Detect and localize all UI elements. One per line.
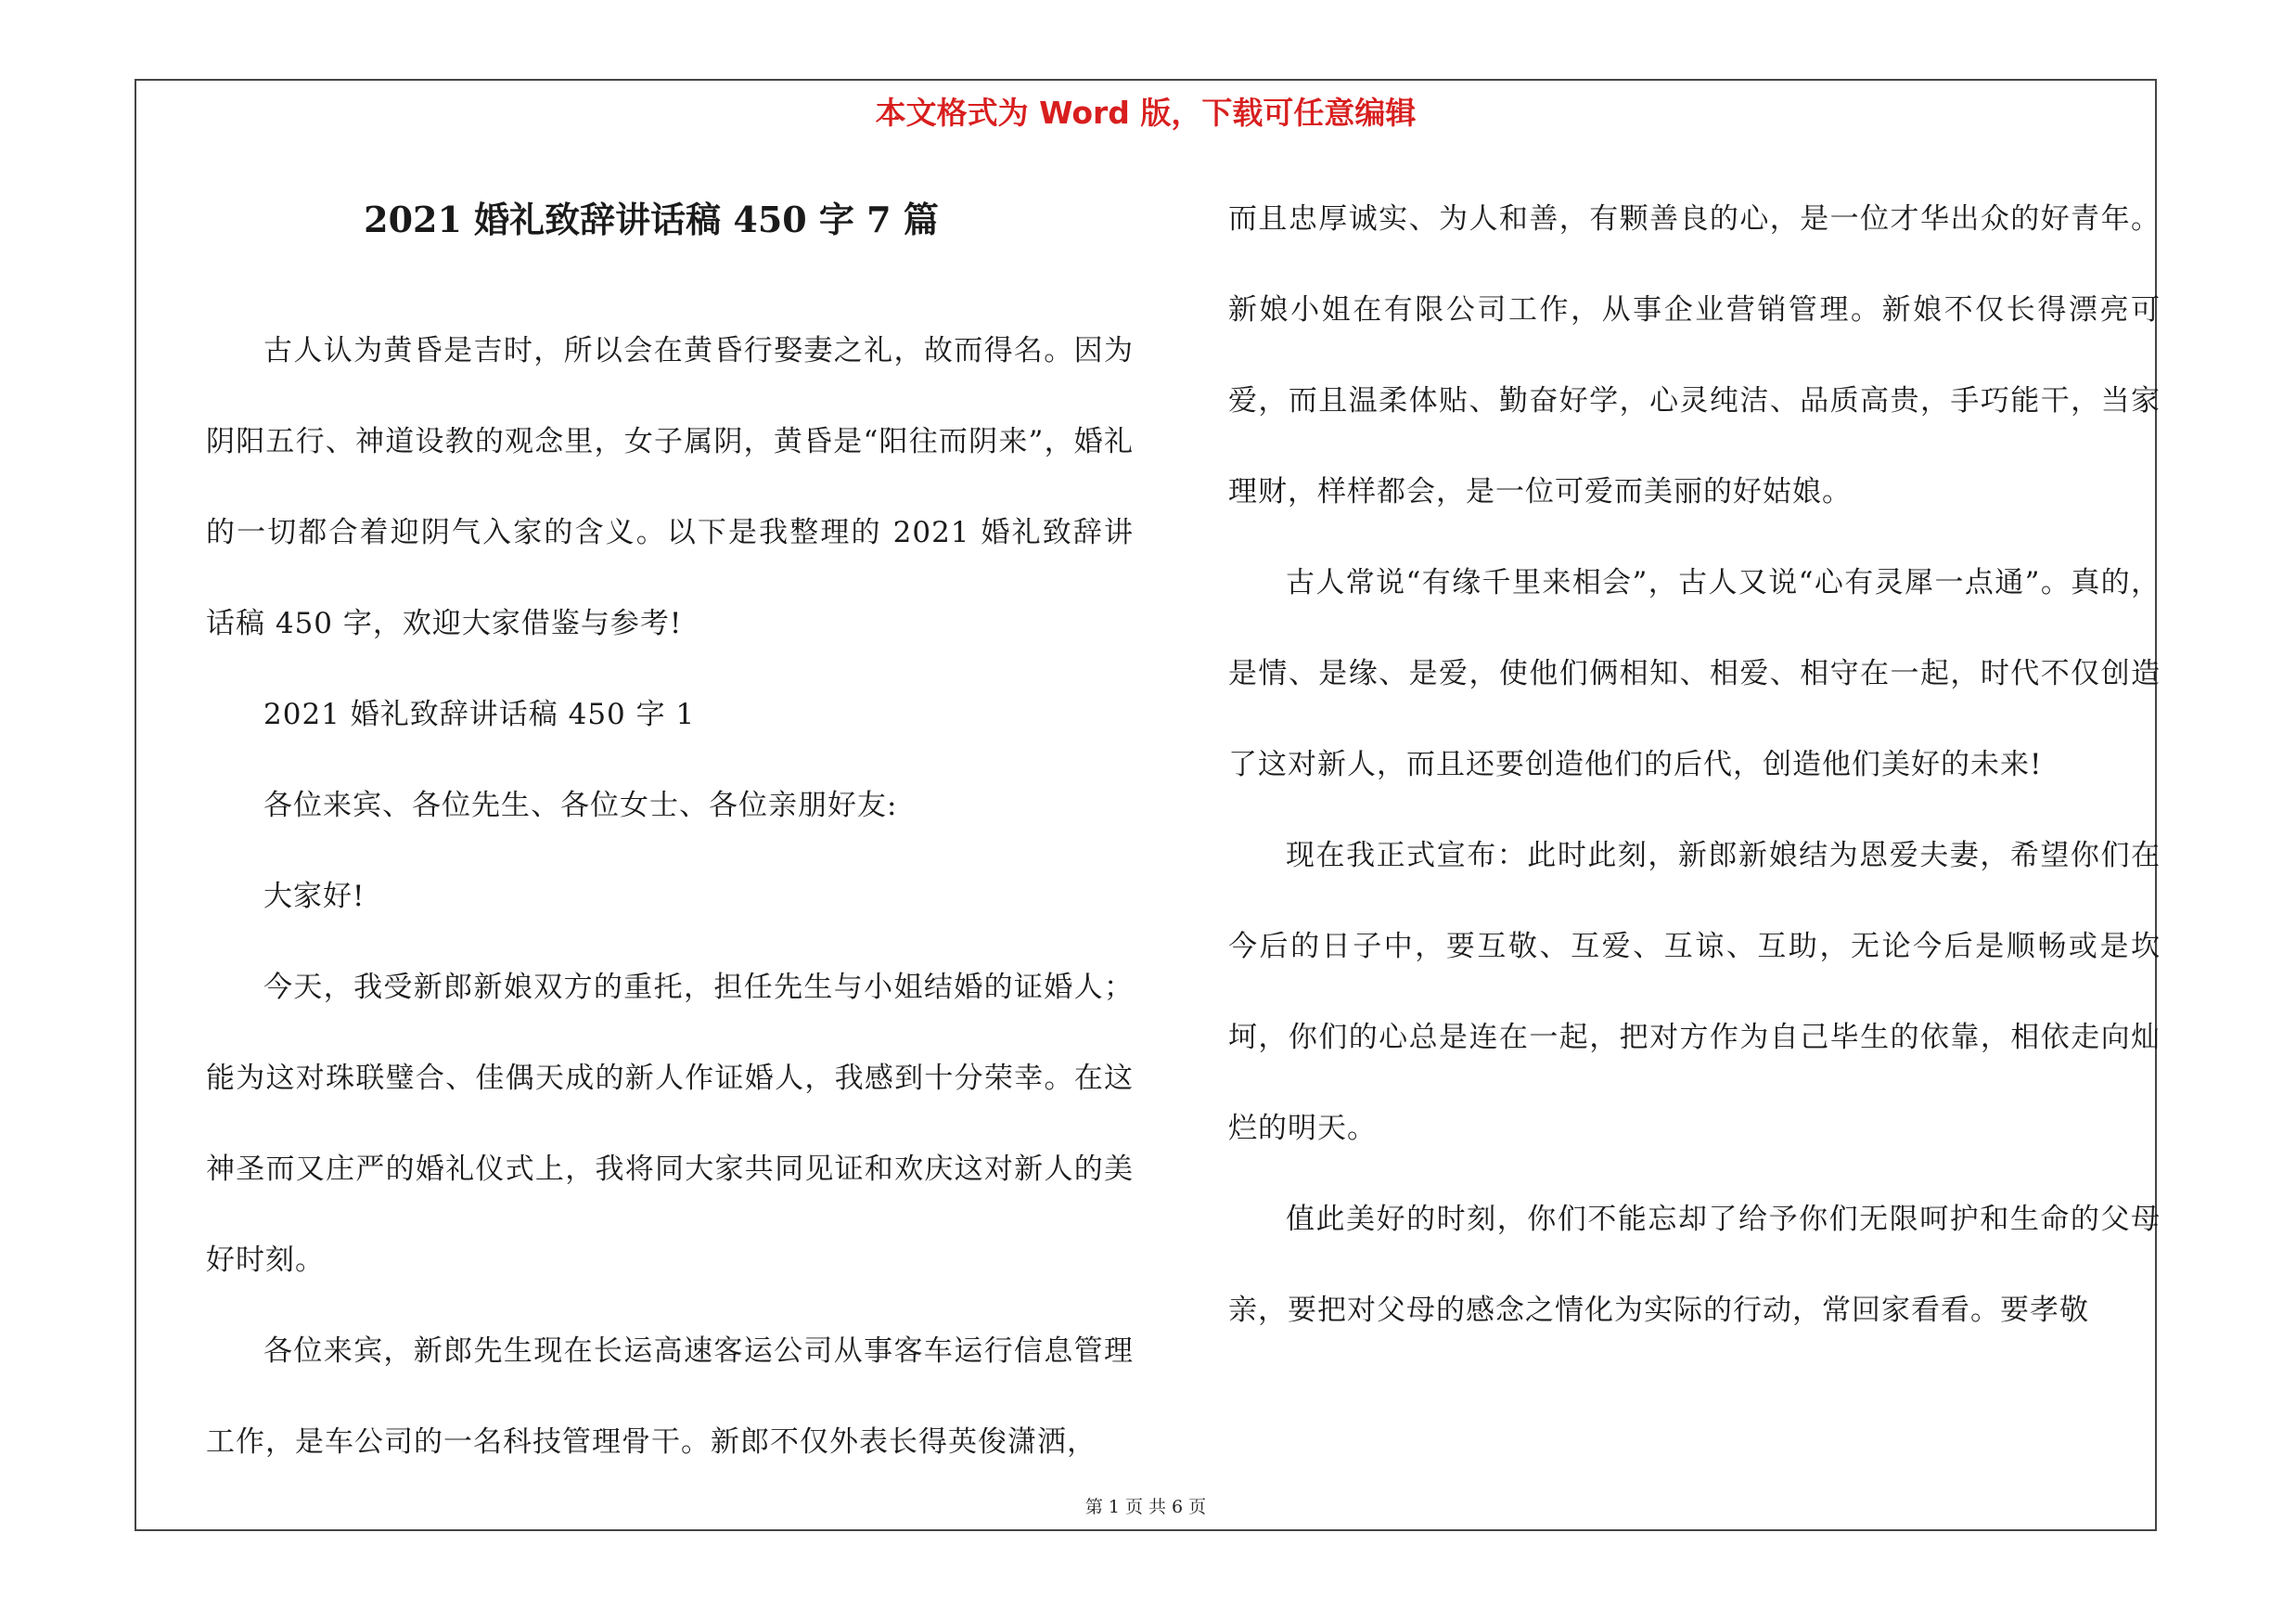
greeting: 大家好!: [263, 880, 366, 914]
page-frame: [135, 79, 2161, 1531]
format-banner: 本文格式为 Word 版，下载可任意编辑: [875, 95, 1417, 131]
right-column: [1228, 174, 2161, 1356]
body-paragraph: 值此美好的时刻，你们不能忘却了给予你们无限呵护和生命的父母亲，要把对父母的感念之情化为实际的行动，常回家看看。要孝敬: [1228, 1203, 2161, 1327]
section-heading: 2021 婚礼致辞讲话稿 450 字 1: [263, 698, 696, 732]
intro-paragraph: 古人认为黄昏是吉时，所以会在黄昏行娶妻之礼，故而得名。因为阴阳五行、神道设教的观念里，女子属阴，黄昏是“阳往而阴来”，婚礼的一切都合着迎阴气入家的含义。以下是我整理的 2021 婚礼致辞讲话稿 450 字，欢迎大家借鉴与参考!: [206, 334, 1134, 641]
body-paragraph: 现在我正式宣布：此时此刻，新郎新娘结为恩爱夫妻，希望你们在今后的日子中，要互敬、互爱、互谅、互助，无论今后是顺畅或是坎坷，你们的心总是连在一起，把对方作为自己毕生的依靠，相依走向灿烂的明天。: [1228, 839, 2161, 1145]
body-paragraph: 今天，我受新郎新娘双方的重托，担任先生与小姐结婚的证婚人；能为这对珠联璧合、佳偶天成的新人作证婚人，我感到十分荣幸。在这神圣而又庄严的婚礼仪式上，我将同大家共同见证和欢庆这对新人的美好时刻。: [206, 971, 1134, 1278]
salutation: 各位来宾、各位先生、各位女士、各位亲朋好友:: [263, 789, 898, 823]
document-title: 2021 婚礼致辞讲话稿 450 字 7 篇: [364, 199, 939, 240]
body-paragraph: 而且忠厚诚实、为人和善，有颗善良的心，是一位才华出众的好青年。新娘小姐在有限公司工作，从事企业营销管理。新娘不仅长得漂亮可爱，而且温柔体贴、勤奋好学，心灵纯洁、品质高贵，手巧能干，当家理财，样样都会，是一位可爱而美丽的好姑娘。: [1228, 202, 2161, 509]
left-column: [206, 197, 1134, 1488]
page-footer: 第 1 页 共 6 页: [1084, 1497, 1207, 1517]
body-paragraph: 各位来宾，新郎先生现在长运高速客运公司从事客车运行信息管理工作，是车公司的一名科技管理骨干。新郎不仅外表长得英俊潇洒，: [206, 1334, 1134, 1460]
body-paragraph: 古人常说“有缘千里来相会”，古人又说“心有灵犀一点通”。真的，是情、是缘、是爱，使他们俩相知、相爱、相守在一起，时代不仅创造了这对新人，而且还要创造他们的后代，创造他们美好的未来!: [1228, 566, 2161, 781]
